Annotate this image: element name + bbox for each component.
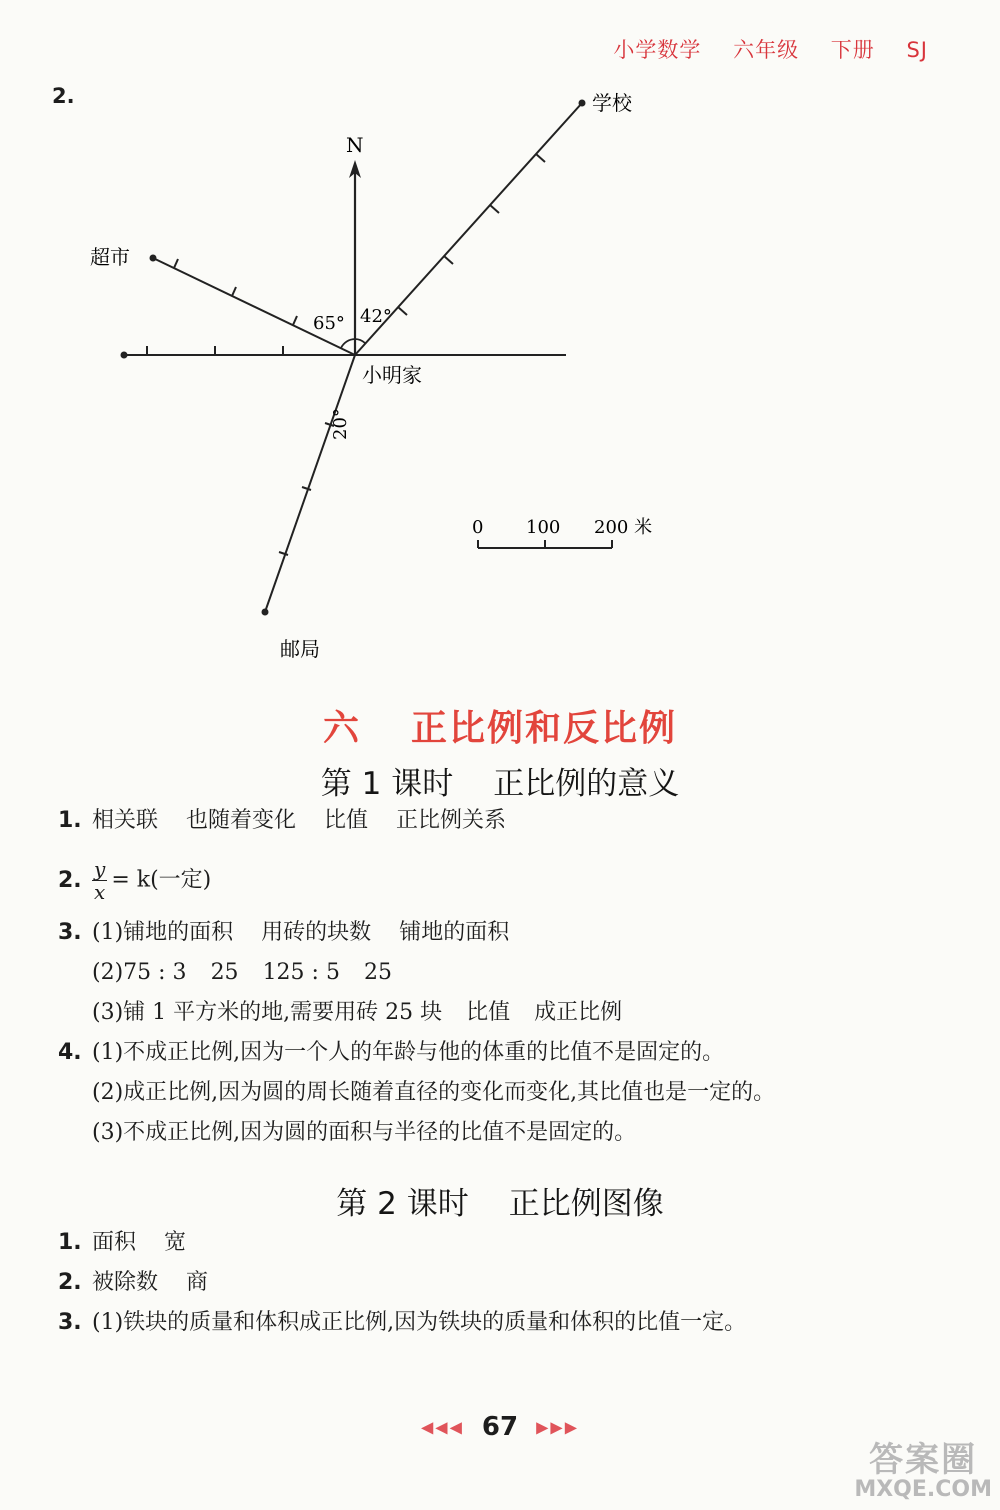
- chapter-number: 六: [322, 708, 361, 749]
- post-office-label: 邮局: [280, 637, 320, 661]
- supermarket-line: [153, 258, 355, 355]
- post-office-dot: [262, 609, 269, 616]
- axis-ticks: [147, 346, 283, 355]
- angle-south-label: 20°: [330, 408, 351, 440]
- scale-end: 200 米: [594, 517, 653, 538]
- supermarket-label: 超市: [90, 245, 130, 269]
- lesson-2-name: 正比例图像: [508, 1186, 664, 1222]
- lesson1-q1: 1. 相关联 也随着变化 比值 正比例关系: [58, 808, 507, 833]
- header-volume: 下册: [830, 38, 875, 62]
- lesson1-q3-a: 3. (1)铺地的面积 用砖的块数 铺地的面积: [58, 920, 510, 945]
- supermarket-line-ticks: [174, 259, 297, 325]
- lesson-2-title: [0, 1178, 1000, 1223]
- chapter-title: [0, 700, 1000, 751]
- scale-mid: 100: [526, 517, 561, 538]
- lesson2-q3: 3. (1)铁块的质量和体积成正比例,因为铁块的质量和体积的比值一定。: [58, 1310, 747, 1335]
- header-subject: 小学数学: [613, 38, 702, 62]
- scale-zero: 0: [472, 517, 484, 538]
- chapter-name: 正比例和反比例: [411, 708, 678, 749]
- prev-arrows-icon: ◀◀◀: [420, 1417, 464, 1437]
- school-label: 学校: [592, 91, 632, 115]
- page-footer: [0, 1412, 1000, 1442]
- page-number: 67: [481, 1412, 519, 1442]
- direction-diagram: [0, 80, 1000, 680]
- west-end-dot: [121, 352, 128, 359]
- north-label: N: [346, 133, 364, 157]
- home-label: 小明家: [362, 363, 422, 387]
- fraction: $\frac{y}{x}$: [94, 857, 106, 904]
- school-line-ticks: [398, 154, 545, 315]
- lesson-1-number: 第 1 课时: [320, 766, 454, 802]
- post-office-line: [265, 355, 355, 612]
- lesson1-q3-c: (3)铺 1 平方米的地,需要用砖 25 块 比值 成正比例: [92, 1000, 623, 1025]
- lesson1-q4-a: 4. (1)不成正比例,因为一个人的年龄与他的体重的比值不是固定的。: [58, 1040, 725, 1065]
- next-arrows-icon: ▶▶▶: [536, 1417, 580, 1437]
- lesson2-q1: 1. 面积 宽: [58, 1230, 187, 1255]
- lesson-1-title: [0, 758, 1000, 803]
- lesson-1-name: 正比例的意义: [493, 766, 680, 802]
- watermark-logo: 答案圈 MXQE.COM: [854, 1440, 992, 1502]
- question-2-label: 2.: [52, 84, 75, 108]
- angle-east-label: 42°: [360, 306, 392, 327]
- lesson1-q2: 2. $\frac{y}{x}$ = k(一定): [58, 857, 212, 904]
- lesson1-q4-b: (2)成正比例,因为圆的周长随着直径的变化而变化,其比值也是一定的。: [92, 1080, 776, 1105]
- lesson1-q4-c: (3)不成正比例,因为圆的面积与半径的比值不是固定的。: [92, 1120, 637, 1145]
- lesson-2-number: 第 2 课时: [336, 1186, 469, 1222]
- post-office-line-ticks: [279, 423, 334, 555]
- header-edition: SJ: [906, 38, 928, 62]
- school-dot: [579, 100, 586, 107]
- supermarket-dot: [150, 255, 157, 262]
- angle-west-label: 65°: [313, 313, 345, 334]
- lesson2-q2: 2. 被除数 商: [58, 1270, 209, 1295]
- lesson1-q3-b: (2)75 : 3 25 125 : 5 25: [92, 960, 392, 985]
- page-header: [589, 34, 928, 64]
- header-grade: 六年级: [733, 38, 800, 62]
